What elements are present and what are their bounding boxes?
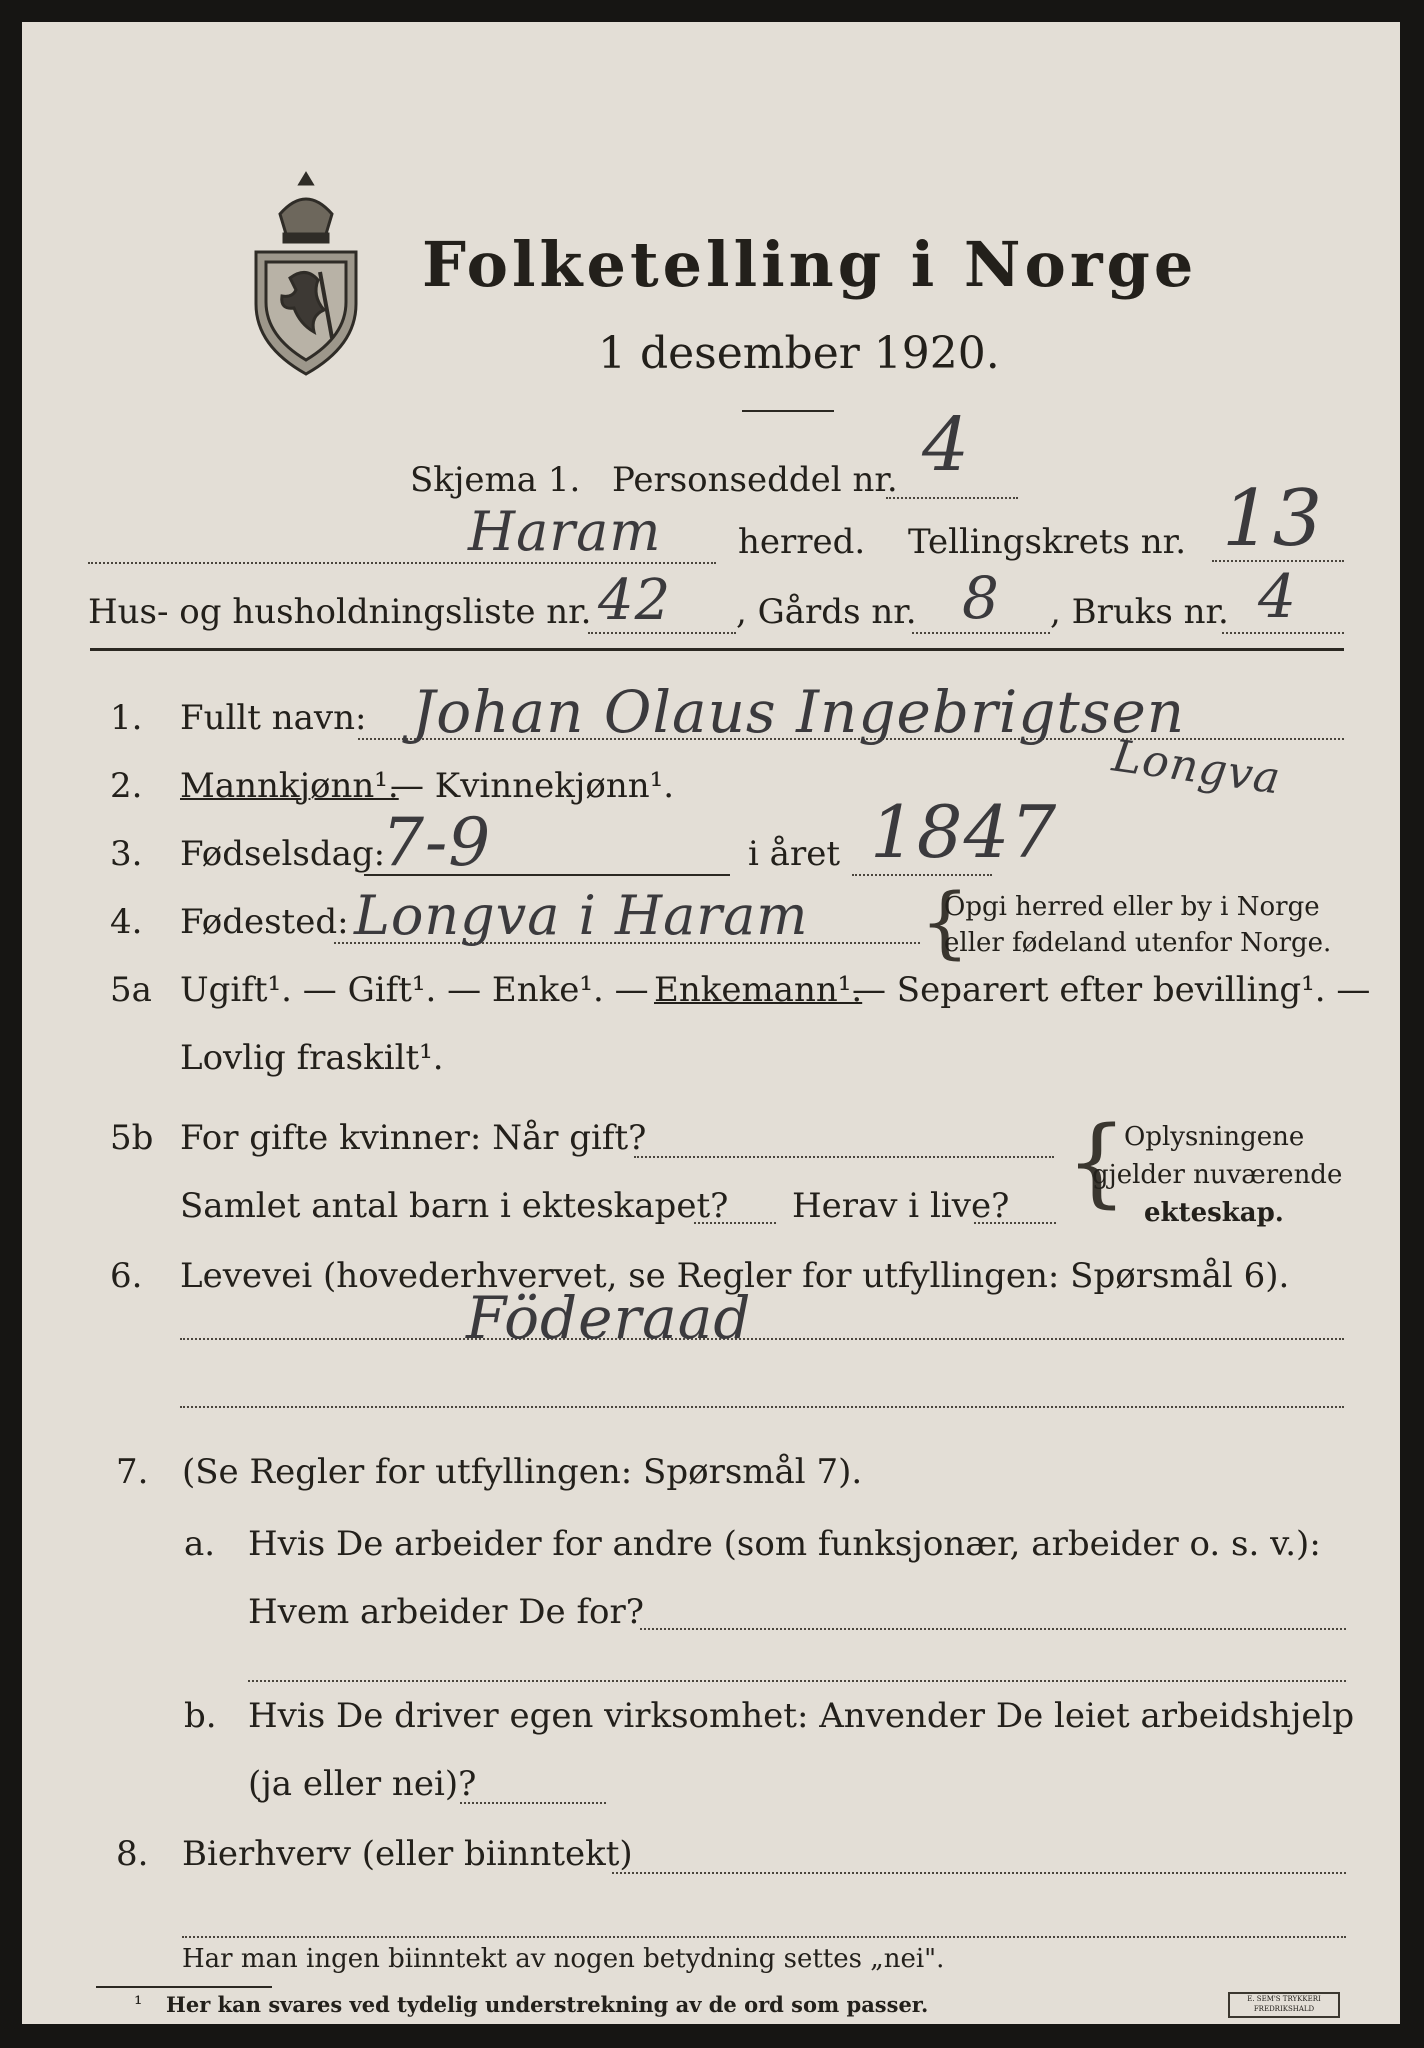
q1-label: Fullt navn:	[180, 698, 367, 738]
q5b-alive-label: Herav i live?	[792, 1186, 1010, 1226]
q5b-note-line2: gjelder nuværende	[1092, 1160, 1343, 1190]
skjema-label: Skjema 1.	[410, 460, 581, 500]
herred-label: herred.	[738, 522, 866, 562]
q5a-divorced-option[interactable]: Lovlig fraskilt¹.	[180, 1038, 444, 1078]
footnote-marker: ¹	[134, 1992, 143, 2016]
q3-value[interactable]: 7-9	[382, 804, 492, 881]
q1-number: 1.	[110, 698, 143, 738]
q7a-line2	[248, 1680, 1346, 1682]
q3-number: 3.	[110, 834, 143, 874]
q7a-letter: a.	[184, 1524, 216, 1564]
q7a-label2: Hvem arbeider De for?	[248, 1592, 644, 1632]
q5a-options-before[interactable]: Ugift¹. — Gift¹. — Enke¹. —	[180, 970, 649, 1010]
bruks-value[interactable]: 4	[1258, 562, 1298, 632]
q7-label: (Se Regler for utfyllingen: Spørsmål 7).	[182, 1452, 863, 1492]
form-title: Folketelling i Norge	[422, 228, 1198, 301]
q5b-alive-line	[974, 1222, 1056, 1224]
q4-number: 4.	[110, 902, 143, 942]
q8-number: 8.	[116, 1834, 149, 1874]
q2-female-option[interactable]: — Kvinnekjønn¹.	[390, 766, 675, 806]
q2-number: 2.	[110, 766, 143, 806]
q8-note: Har man ingen biinntekt av nogen betydning settes „nei".	[182, 1944, 945, 1974]
q4-brace: {	[920, 878, 970, 968]
q7b-letter: b.	[184, 1696, 217, 1736]
q8-line1	[612, 1872, 1346, 1874]
q6-value[interactable]: Föderaad	[466, 1284, 752, 1352]
q3-year-value[interactable]: 1847	[870, 790, 1058, 874]
q5b-married-line	[634, 1156, 1054, 1158]
q7-number: 7.	[116, 1452, 149, 1492]
printer-stamp: E. SEM'S TRYKKERI FREDRIKSHALD	[1228, 1992, 1340, 2018]
hus-label: Hus- og husholdningsliste nr.	[88, 592, 592, 632]
q6-number: 6.	[110, 1256, 143, 1296]
hus-value[interactable]: 42	[598, 568, 672, 633]
q1-value[interactable]: Johan Olaus Ingebrigtsen	[412, 678, 1186, 746]
q5b-married-label: For gifte kvinner: Når gift?	[180, 1118, 647, 1158]
q5b-note-line3: ekteskap.	[1144, 1198, 1284, 1228]
tellingskrets-value[interactable]: 13	[1222, 474, 1324, 564]
bruks-label: , Bruks nr.	[1050, 592, 1229, 632]
gards-label: , Gårds nr.	[736, 592, 917, 632]
q7a-line1	[640, 1628, 1346, 1630]
personseddel-line	[886, 497, 1018, 499]
personseddel-value[interactable]: 4	[922, 402, 971, 488]
q4-label: Fødested:	[180, 902, 349, 942]
q2-male-option[interactable]: Mannkjønn¹.	[180, 766, 399, 806]
q4-note-line1: Opgi herred eller by i Norge	[944, 892, 1320, 922]
census-form	[22, 22, 1400, 2024]
q8-line2	[182, 1936, 1346, 1938]
q6-label: Levevei (hovederhvervet, se Regler for utfyllingen: Spørsmål 6).	[180, 1256, 1290, 1296]
title-divider	[742, 410, 834, 412]
bruks-line	[1222, 632, 1344, 634]
gards-line	[912, 632, 1050, 634]
q6-line1	[180, 1338, 1344, 1340]
header-divider	[90, 648, 1344, 651]
q5b-children-line-fill	[694, 1222, 776, 1224]
q7b-line	[460, 1802, 606, 1804]
footnote-text: Her kan svares ved tydelig understrekning av de ord som passer.	[166, 1992, 929, 2017]
gards-value[interactable]: 8	[962, 564, 1000, 632]
q3-year-label: i året	[748, 834, 840, 874]
form-date: 1 desember 1920.	[598, 328, 1000, 379]
q3-year-line	[852, 874, 992, 876]
q1-value-continued[interactable]: Longva	[1109, 730, 1285, 805]
q5b-note-line1: Oplysningene	[1124, 1122, 1305, 1152]
q7b-label2: (ja eller nei)?	[248, 1764, 477, 1804]
q4-note-line2: eller fødeland utenfor Norge.	[944, 928, 1332, 958]
personseddel-label: Personseddel nr.	[612, 460, 898, 500]
q5b-number: 5b	[110, 1118, 154, 1158]
footnote-divider	[96, 1986, 272, 1988]
q7a-label1: Hvis De arbeider for andre (som funksjonær, arbeider o. s. v.):	[248, 1524, 1321, 1564]
q5a-options-after[interactable]: — Separert efter bevilling¹. —	[852, 970, 1371, 1010]
q5b-children-label: Samlet antal barn i ekteskapet?	[180, 1186, 729, 1226]
q7b-label1: Hvis De driver egen virksomhet: Anvender De leiet arbeidshjelp	[248, 1696, 1355, 1736]
q3-label: Fødselsdag:	[180, 834, 386, 874]
q6-line2	[180, 1406, 1344, 1408]
tellingskrets-label: Tellingskrets nr.	[908, 522, 1187, 562]
herred-value[interactable]: Haram	[468, 500, 662, 563]
coat-of-arms-icon	[250, 168, 362, 378]
q5b-brace: {	[1066, 1106, 1128, 1218]
q8-label: Bierhverv (eller biinntekt)	[182, 1834, 633, 1874]
q5a-selected-option[interactable]: Enkemann¹.	[654, 970, 863, 1010]
q4-value[interactable]: Longva i Haram	[354, 884, 809, 947]
q5a-number: 5a	[110, 970, 152, 1010]
